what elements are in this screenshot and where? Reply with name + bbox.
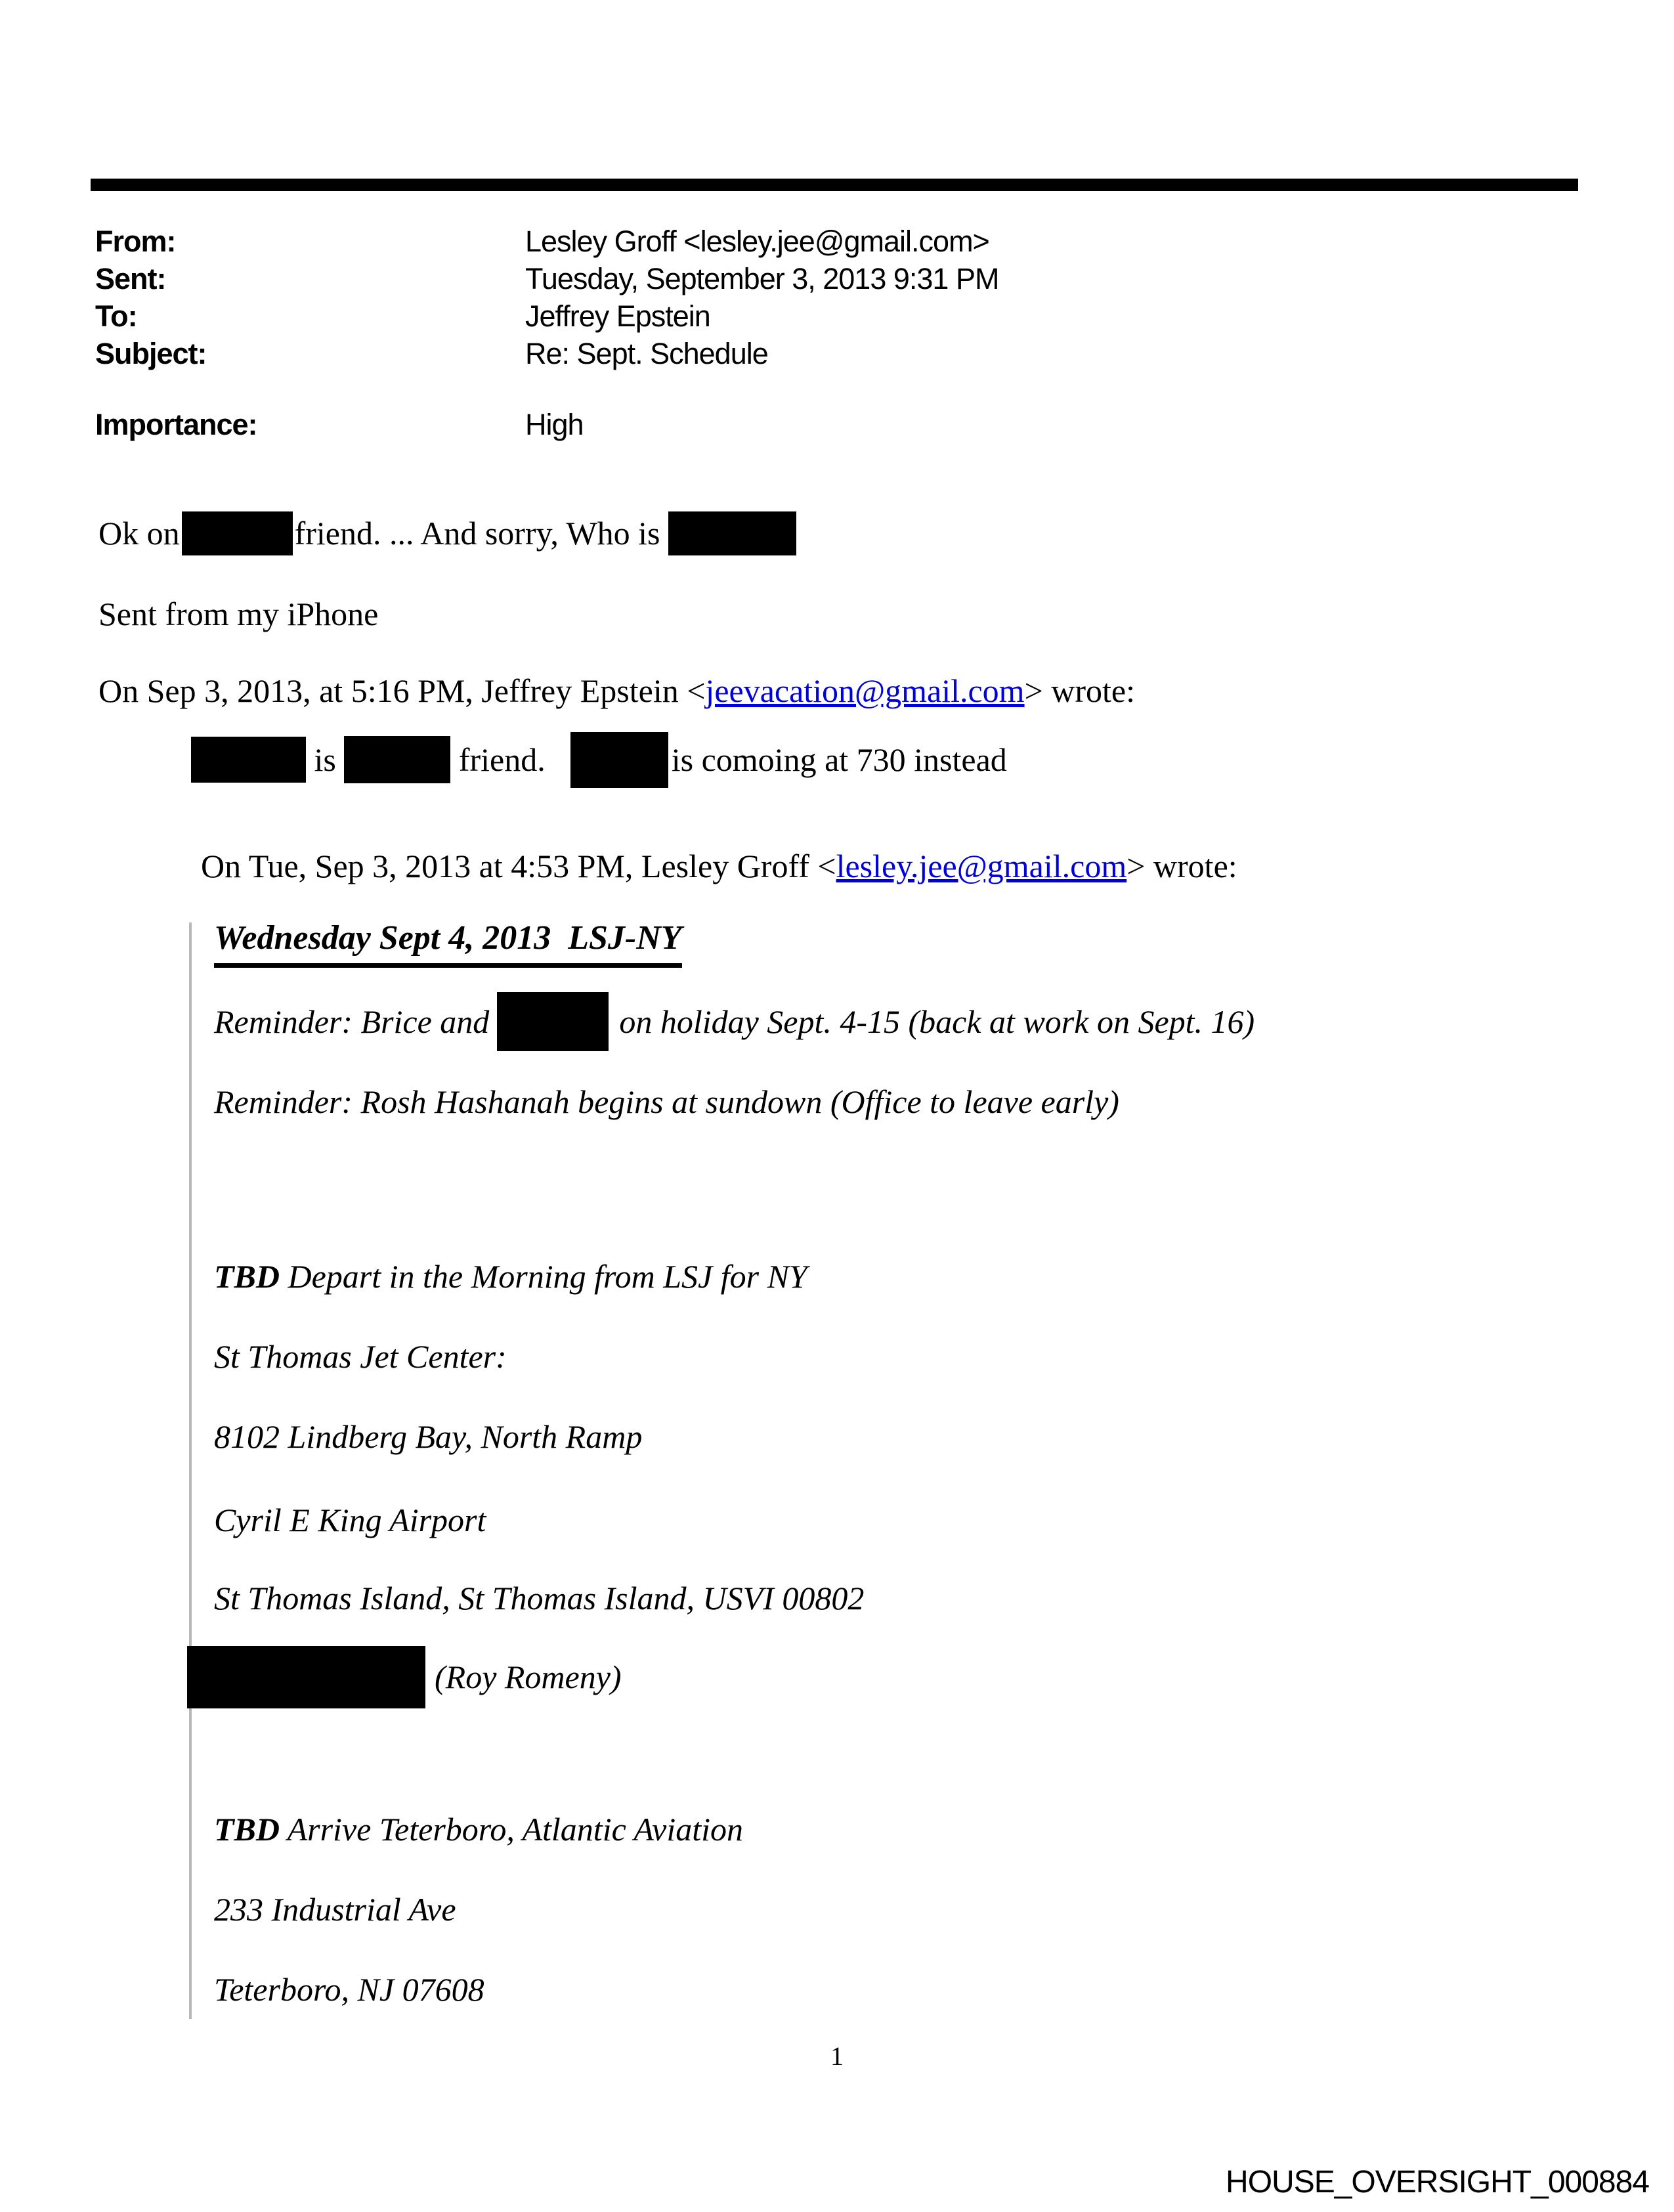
- quote2-attribution: [201, 836, 1237, 896]
- schedule-heading: Wednesday Sept 4, 2013 LSJ-NY: [214, 919, 682, 968]
- depart-line: [214, 1247, 807, 1306]
- header-divider-bar: [91, 179, 1578, 191]
- sent-label: Sent:: [95, 262, 166, 295]
- bates-number: HOUSE_OVERSIGHT_000884: [1226, 2165, 1649, 2200]
- quote1-attribution: [98, 661, 1135, 720]
- quote2-attribution-pre: On Tue, Sep 3, 2013 at 4:53 PM, Lesley Groff <: [201, 848, 836, 884]
- header-row-subject: [95, 335, 998, 372]
- quote2-attribution-post: > wrote:: [1127, 848, 1237, 884]
- subject-value: Re: Sept. Schedule: [525, 337, 768, 370]
- arrive-tbd-label: TBD: [214, 1811, 280, 1848]
- address3-line: [214, 1960, 484, 2019]
- subject-label: Subject:: [95, 337, 207, 370]
- reply-line: [98, 504, 796, 563]
- email-link-lesley[interactable]: lesley.jee@gmail.com: [836, 848, 1127, 884]
- signature-text: Sent from my iPhone: [98, 596, 379, 632]
- address1-line: [214, 1407, 642, 1466]
- email-header: [95, 223, 998, 372]
- island-line: [214, 1569, 864, 1628]
- island-text: St Thomas Island, St Thomas Island, USVI 00802: [214, 1580, 865, 1616]
- page-number: 1: [830, 2041, 844, 2071]
- quote1-seg-is: is: [306, 741, 345, 778]
- quote1-seg-friend: friend.: [450, 741, 546, 778]
- schedule-heading-line: [214, 913, 682, 972]
- redaction-box: [344, 736, 450, 783]
- address1-text: 8102 Lindberg Bay, North Ramp: [214, 1418, 643, 1455]
- header-row-sent: [95, 260, 998, 297]
- jet-center-line: [214, 1327, 507, 1386]
- airport-line: [214, 1490, 486, 1550]
- redaction-box: [187, 1646, 425, 1708]
- reply-text-mid: friend. ... And sorry, Who is: [294, 515, 660, 552]
- quote1-redacted-line: [191, 730, 1007, 789]
- arrive-line: [214, 1800, 743, 1859]
- redaction-box: [668, 511, 796, 555]
- signature-line: [98, 584, 378, 643]
- redaction-box: [570, 732, 668, 788]
- reminder1-text-pre: Reminder: Brice and: [214, 1003, 490, 1040]
- roy-text: (Roy Romeny): [435, 1659, 622, 1695]
- redaction-box: [182, 511, 293, 555]
- redaction-box: [191, 737, 306, 783]
- redaction-box: [497, 992, 609, 1051]
- quote1-attribution-pre: On Sep 3, 2013, at 5:16 PM, Jeffrey Epstein <: [98, 672, 706, 709]
- importance-label: Importance:: [95, 408, 257, 441]
- from-value: Lesley Groff <lesley.jee@gmail.com>: [525, 225, 989, 258]
- reminder1-text-post: on holiday Sept. 4-15 (back at work on Sept. 16): [619, 1003, 1255, 1040]
- header-row-from: [95, 223, 998, 260]
- airport-text: Cyril E King Airport: [214, 1502, 486, 1538]
- jet-center-text: St Thomas Jet Center:: [214, 1338, 507, 1375]
- to-value: Jeffrey Epstein: [525, 299, 710, 333]
- quoted-schedule-block: [189, 919, 1583, 2019]
- reminder-line-1: [214, 992, 1255, 1051]
- address2-line: [214, 1880, 456, 1939]
- header-row-to: [95, 297, 998, 335]
- roy-line: [187, 1644, 622, 1710]
- reply-text-pre: Ok on: [98, 515, 180, 552]
- depart-tbd-label: TBD: [214, 1258, 280, 1295]
- arrive-text: Arrive Teterboro, Atlantic Aviation: [280, 1811, 744, 1848]
- sent-value: Tuesday, September 3, 2013 9:31 PM: [525, 262, 999, 295]
- address3-text: Teterboro, NJ 07608: [214, 1971, 484, 2008]
- from-label: From:: [95, 225, 176, 258]
- quote1-attribution-post: > wrote:: [1024, 672, 1135, 709]
- address2-text: 233 Industrial Ave: [214, 1891, 456, 1928]
- to-label: To:: [95, 299, 137, 333]
- importance-value: High: [525, 408, 584, 441]
- depart-text: Depart in the Morning from LSJ for NY: [280, 1258, 807, 1295]
- email-link-jeevacation[interactable]: jeevacation@gmail.com: [705, 672, 1025, 709]
- header-row-importance: [95, 406, 584, 443]
- reminder-line-2: [214, 1072, 1119, 1131]
- reminder2-text: Reminder: Rosh Hashanah begins at sundown (Office to leave early): [214, 1083, 1119, 1120]
- quote1-seg-rest: is comoing at 730 instead: [671, 741, 1007, 778]
